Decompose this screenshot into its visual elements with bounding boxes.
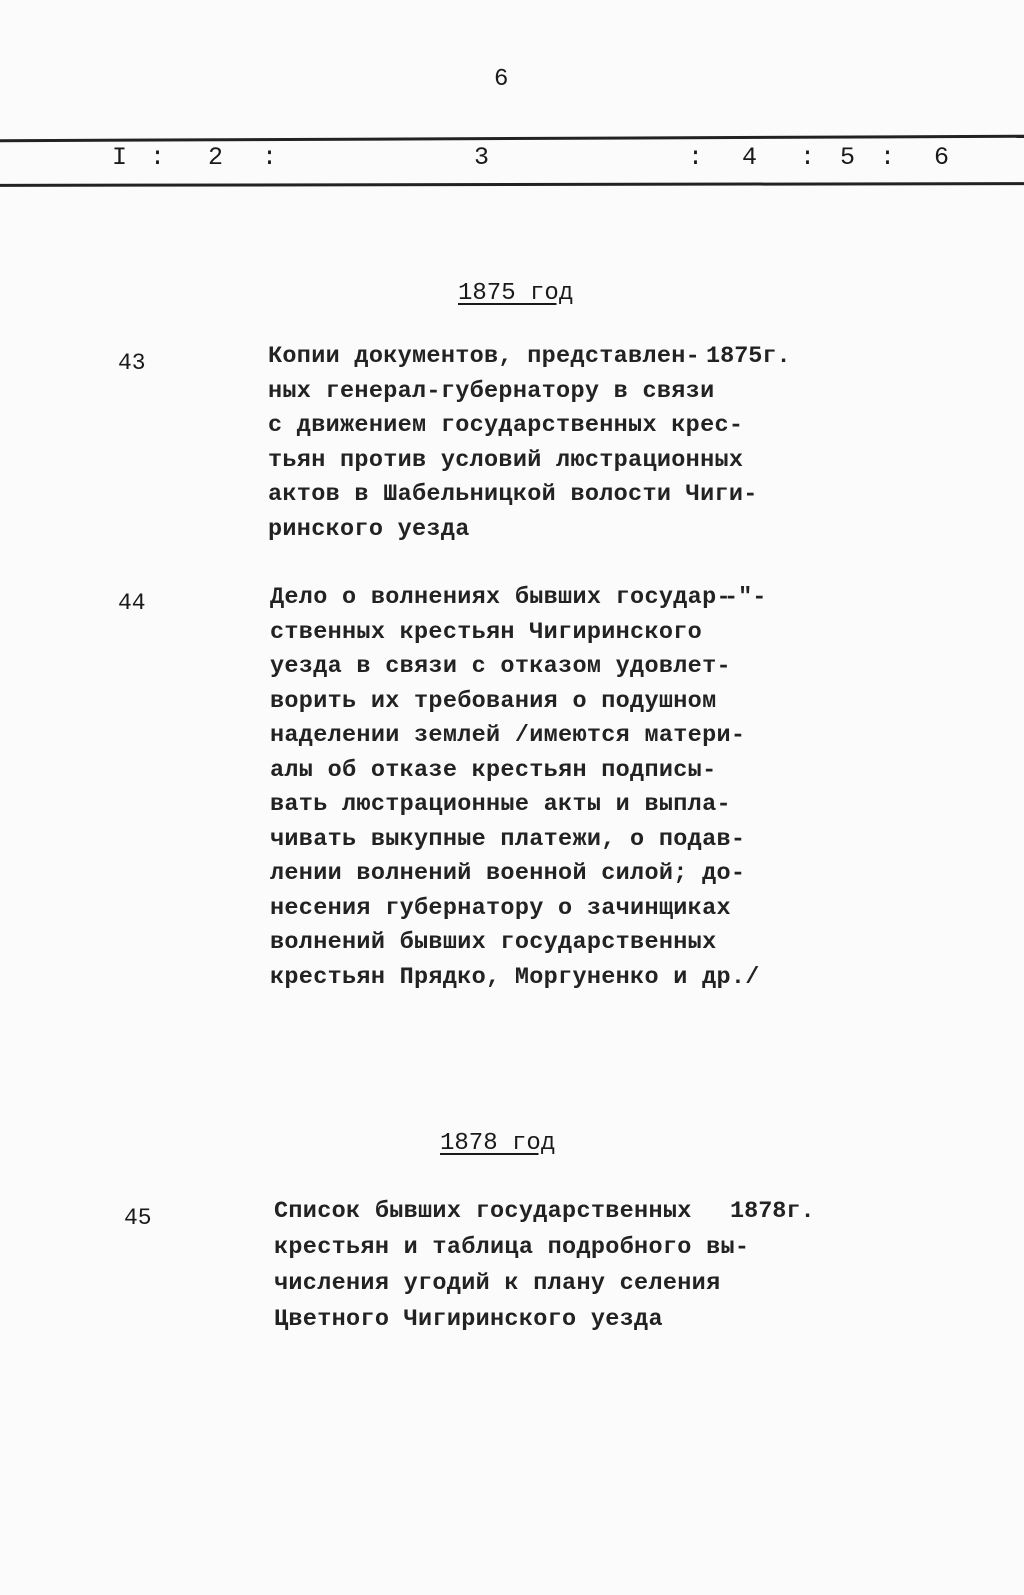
page-number: 6 (494, 66, 509, 93)
entry-description (270, 584, 760, 998)
description-line: чивать выкупные платежи, о подав- (270, 825, 746, 853)
column-header-5: 5 (840, 143, 856, 172)
description-line: уезда в связи с отказом удовлет- (270, 653, 731, 680)
column-header-1: I (112, 143, 128, 172)
column-header-6: 6 (934, 143, 950, 172)
description-line: крестьян Прядко, Моргуненко и др./ (270, 963, 760, 991)
table-header-bottom-rule (0, 182, 1024, 187)
description-line: ственных крестьян Чигиринского (270, 618, 703, 646)
description-line: Копии документов, представлен- (268, 343, 701, 370)
description-line: Дело о волнениях бывших государ- (270, 584, 731, 611)
description-line: актов в Шабельницкой волости Чиги- (268, 481, 758, 508)
description-line: числения угодий к плану селения (274, 1270, 721, 1297)
column-separator: : (262, 143, 278, 172)
entry-description (274, 1198, 749, 1342)
entry-date: 1878г. (730, 1198, 815, 1225)
description-line: алы об отказе крестьян подписы- (270, 756, 717, 784)
column-separator: : (688, 143, 704, 172)
column-separator: : (880, 143, 896, 172)
description-line: ных генерал-губернатору в связи (268, 377, 715, 405)
description-line: волнений бывших государственных (270, 929, 717, 956)
description-line: ринского уезда (268, 515, 470, 543)
entry-date: 1875г. (706, 343, 791, 370)
column-header-2: 2 (208, 143, 224, 172)
column-header-3: 3 (474, 143, 490, 172)
year-heading-1878: 1878 год (440, 1130, 556, 1157)
description-line: наделении землей /имеются матери- (270, 722, 746, 749)
description-line: ворить их требования о подушном (270, 687, 717, 715)
description-line: лении волнений военной силой; до- (270, 860, 746, 887)
description-line: несения губернатору о зачинщиках (270, 894, 731, 922)
description-line: вать люстрационные акты и выпла- (270, 791, 731, 818)
description-line: Список бывших государственных (274, 1198, 692, 1225)
description-line: крестьян и таблица подробного вы- (274, 1234, 750, 1261)
entry-description (268, 343, 758, 550)
entry-number: 44 (118, 590, 146, 616)
table-header-top-rule (0, 135, 1024, 142)
column-separator: : (150, 143, 166, 172)
entry-date-ditto: -"- (724, 584, 767, 611)
description-line: Цветного Чигиринского уезда (274, 1306, 663, 1333)
entry-number: 43 (118, 350, 146, 376)
description-line: с движением государственных крес- (268, 412, 744, 439)
description-line: тьян против условий люстрационных (268, 446, 744, 474)
column-separator: : (800, 143, 816, 172)
entry-number: 45 (124, 1205, 152, 1231)
column-header-4: 4 (742, 143, 758, 172)
year-heading-1875: 1875 год (458, 280, 574, 307)
